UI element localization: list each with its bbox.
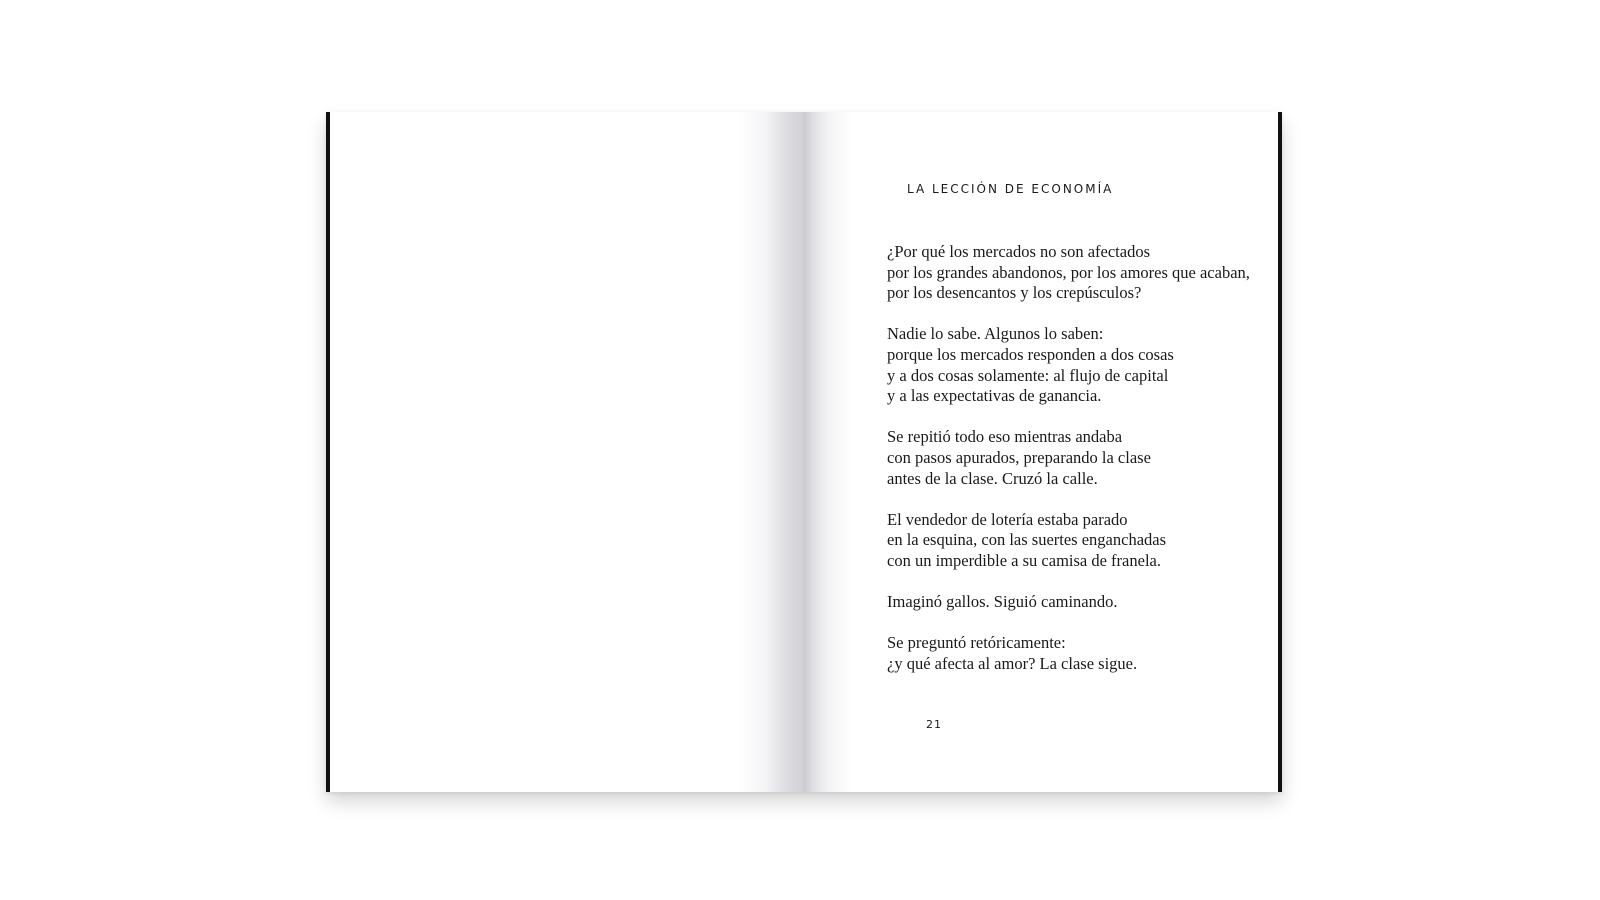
stanza (887, 242, 1267, 304)
poem-line: Imaginó gallos. Siguió caminando. (887, 592, 1118, 612)
poem-line: Se repitió todo eso mientras andaba (887, 427, 1123, 447)
poem-line: por los grandes abandonos, por los amores que acaban, (887, 262, 1250, 282)
poem-line: porque los mercados responden a dos cosas (887, 344, 1174, 364)
book-edge-right (1278, 112, 1282, 792)
page-number: 21 (926, 718, 942, 731)
poem-line: ¿y qué afecta al amor? La clase sigue. (887, 653, 1138, 673)
stanza (887, 324, 1267, 406)
left-page-blank (330, 112, 804, 792)
stanza (887, 510, 1267, 572)
poem-line: por los desencantos y los crepúsculos? (887, 283, 1142, 303)
open-book (326, 112, 1282, 792)
stanza (887, 592, 1267, 613)
poem-line: ¿Por qué los mercados no son afectados (887, 242, 1151, 261)
stanza (887, 633, 1267, 674)
poem-line: Se preguntó retóricamente: (887, 633, 1066, 653)
poem-line: con un imperdible a su camisa de franela. (887, 550, 1161, 570)
running-title: LA LECCIÓN DE ECONOMÍA (907, 182, 1114, 196)
poem-line: en la esquina, con las suertes enganchadas (887, 530, 1167, 550)
stanza (887, 427, 1267, 489)
poem-line: y a dos cosas solamente: al flujo de capital (887, 365, 1169, 385)
right-page (804, 112, 1278, 792)
poem-line: con pasos apurados, preparando la clase (887, 447, 1151, 467)
poem-line: antes de la clase. Cruzó la calle. (887, 468, 1098, 488)
poem-line: El vendedor de lotería estaba parado (887, 509, 1128, 529)
poem-line: Nadie lo sabe. Algunos lo saben: (887, 324, 1104, 344)
poem-line: y a las expectativas de ganancia. (887, 386, 1102, 406)
poem-body (887, 242, 1267, 695)
